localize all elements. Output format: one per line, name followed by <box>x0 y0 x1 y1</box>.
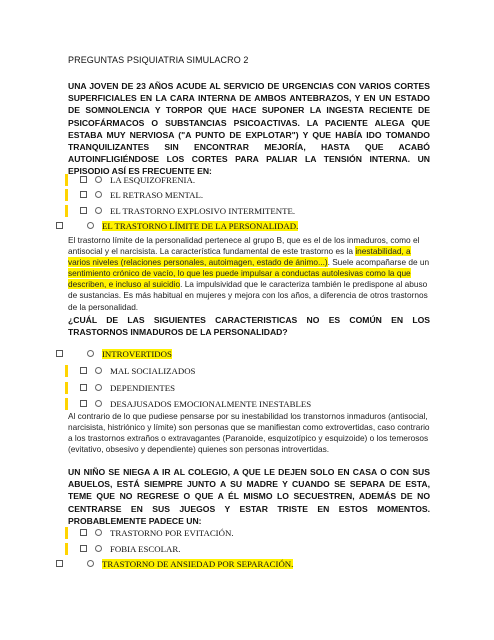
option-label: EL RETRASO MENTAL. <box>110 189 204 200</box>
document-title: PREGUNTAS PSIQUIATRIA SIMULACRO 2 <box>68 55 249 65</box>
q2-explanation: Al contrario de lo que pudiese pensarse por su inestabilidad los transtornos inmaduros (antisocial, narcisista, histriónico y límite) son personas que se manifiestan como extrovertidas, caso contrario a los trastornos extraños o extravagantes (Paranoide, esquizotípico y esquizoide) o los temerosos (evitativo, obsesivo y dependiente) quienes son personas introvertidas. <box>68 411 430 455</box>
radio-icon[interactable] <box>95 176 102 183</box>
q3-option-b[interactable] <box>68 542 180 555</box>
option-label: DESAJUSADOS EMOCIONALMENTE INESTABLES <box>110 398 312 409</box>
q1-option-b[interactable] <box>68 188 203 201</box>
radio-icon[interactable] <box>95 207 102 214</box>
explanation-text: . Suele acompañarse de un <box>327 257 430 268</box>
radio-icon[interactable] <box>95 400 102 407</box>
correct-answer-label: EL TRASTORNO LÍMITE DE LA PERSONALIDAD. <box>102 220 299 231</box>
checkbox-icon[interactable] <box>80 191 87 198</box>
radio-icon[interactable] <box>87 350 94 357</box>
q2-option-b[interactable] <box>68 364 195 377</box>
correct-answer-label: TRASTORNO DE ANSIEDAD POR SEPARACIÓN. <box>102 558 294 569</box>
radio-icon[interactable] <box>95 545 102 552</box>
option-label: LA ESQUIZOFRENIA. <box>110 174 196 185</box>
explanation-text: . La impulsividad que le caracteriza también le predispone al abuso de sustancias. Es más habitual en mujeres y mejora con los años, a diferencia de otros trastornos de la personalidad. <box>68 279 428 312</box>
q2-option-a[interactable] <box>56 347 172 360</box>
option-label: FOBIA ESCOLAR. <box>110 543 181 554</box>
explanation-highlight: sentimiento crónico de vacío, lo que les puede impulsar a conductas autolesivas como la que describen, e incluso al suicidio <box>68 268 411 290</box>
explanation-text: El trastorno límite de la personalidad pertenece al grupo B, que es el de los inmaduros, como el antisocial y el narcisista. La característica fundamental de este trastorno es la <box>68 235 420 257</box>
correct-answer-label: INTROVERTIDOS <box>102 348 172 359</box>
checkbox-icon[interactable] <box>80 384 87 391</box>
q3-option-c[interactable] <box>56 557 293 570</box>
question-1-text: UNA JOVEN DE 23 AÑOS ACUDE AL SERVICIO DE URGENCIAS CON VARIOS CORTES SUPERFICIALES EN LA CARA INTERNA DE AMBOS ANTEBRAZOS, Y EN UN ESTADO DE SOMNOLENCIA Y TORPOR QUE HACE SUPONER LA INGESTA RECIENTE DE PSICOFÁRMACOS O SUBSTANCIAS PSICOACTIVAS. LA PACIENTE ALEGA QUE ESTABA MUY NERVIOSA ("A PUNTO DE EXPLOTAR") Y QUE HABÍA IDO TOMANDO TRANQUILIZANTES SIN ENCONTRAR MEJORÍA, HASTA QUE ACABÓ AUTOINFLIGIÉNDOSE LOS CORTES PARA PALIAR LA TENSIÓN INTERNA. UN EPISODIO ASÍ ES FRECUENTE EN: <box>68 81 430 177</box>
q1-explanation <box>68 235 432 313</box>
checkbox-icon[interactable] <box>56 560 63 567</box>
radio-icon[interactable] <box>95 191 102 198</box>
checkbox-icon[interactable] <box>80 176 87 183</box>
checkbox-icon[interactable] <box>80 400 87 407</box>
radio-icon[interactable] <box>95 384 102 391</box>
radio-icon[interactable] <box>95 529 102 536</box>
option-label: EL TRASTORNO EXPLOSIVO INTERMITENTE. <box>110 205 296 216</box>
checkbox-icon[interactable] <box>56 350 63 357</box>
question-2-text: ¿CUÁL DE LAS SIGUIENTES CARACTERISTICAS NO ES COMÚN EN LOS TRASTORNOS INMADUROS DE LA PERSONALIDAD? <box>68 315 430 338</box>
checkbox-icon[interactable] <box>80 367 87 374</box>
checkbox-icon[interactable] <box>80 529 87 536</box>
q2-option-c[interactable] <box>68 381 175 394</box>
q2-option-d[interactable] <box>68 397 311 410</box>
checkbox-icon[interactable] <box>56 222 63 229</box>
option-label: TRASTORNO POR EVITACIÓN. <box>110 527 234 538</box>
question-3-text: UN NIÑO SE NIEGA A IR AL COLEGIO, A QUE LE DEJEN SOLO EN CASA O CON SUS ABUELOS, ESTÁ SIEMPRE JUNTO A SU MADRE Y CUANDO SE SEPARA DE ESTA, TEME QUE NO REGRESE O QUE A ÉL MISMO LO SECUESTREN, ADEMÁS DE NO CENTRARSE EN SUS JUEGOS Y ESTAR TRISTE EN ESTOS MOMENTOS. PROBABLEMENTE PADECE UN: <box>68 467 430 526</box>
radio-icon[interactable] <box>87 222 94 229</box>
checkbox-icon[interactable] <box>80 545 87 552</box>
option-label: MAL SOCIALIZADOS <box>110 365 196 376</box>
radio-icon[interactable] <box>87 560 94 567</box>
radio-icon[interactable] <box>95 367 102 374</box>
checkbox-icon[interactable] <box>80 207 87 214</box>
q1-option-d[interactable] <box>56 219 298 232</box>
q3-option-a[interactable] <box>68 526 234 539</box>
option-label: DEPENDIENTES <box>110 382 175 393</box>
explanation-highlight: inestabilidad, a varios niveles (relaciones personales, autoimagen, estado de ánimo...) <box>68 246 411 268</box>
q1-option-a[interactable] <box>68 173 195 186</box>
q1-option-c[interactable] <box>68 204 295 217</box>
